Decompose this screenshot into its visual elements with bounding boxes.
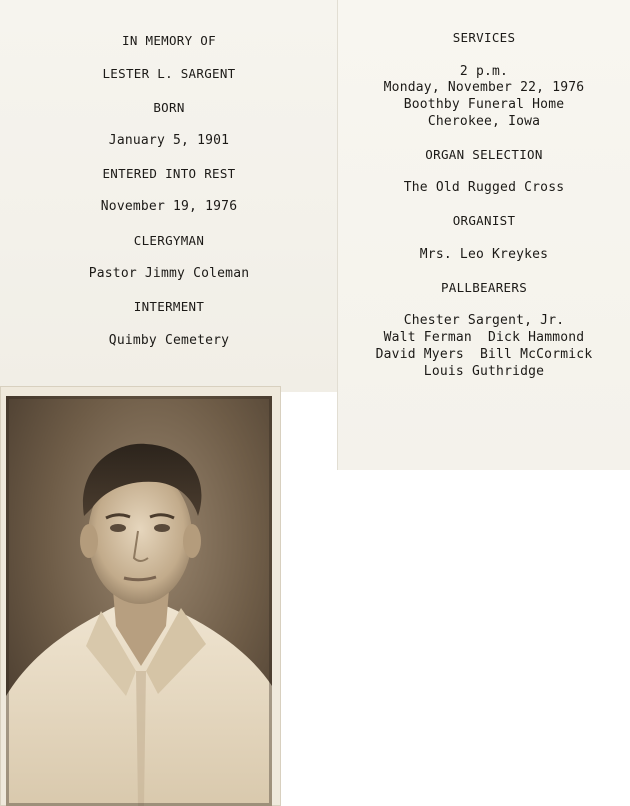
- portrait-photo: [6, 396, 272, 806]
- service-location: Cherokee, Iowa: [427, 114, 541, 129]
- pallbearer-line-4: Louis Guthridge: [423, 364, 545, 379]
- organ-selection-heading: ORGAN SELECTION: [425, 147, 543, 162]
- born-heading: BORN: [153, 100, 185, 115]
- birth-date: January 5, 1901: [108, 133, 230, 148]
- organist-heading: ORGANIST: [452, 213, 516, 228]
- memorial-card-left: [0, 0, 338, 392]
- clergyman-name: Pastor Jimmy Coleman: [88, 266, 250, 281]
- pallbearer-line-1: Chester Sargent, Jr.: [403, 313, 565, 328]
- death-date: November 19, 1976: [100, 199, 238, 214]
- portrait-photo-mount: [0, 386, 281, 806]
- cemetery-name: Quimby Cemetery: [108, 333, 230, 348]
- pallbearer-line-2: Walt Ferman Dick Hammond: [383, 330, 585, 345]
- clergyman-heading: CLERGYMAN: [133, 233, 205, 248]
- interment-heading: INTERMENT: [133, 299, 205, 314]
- in-memory-of-heading: IN MEMORY OF: [122, 33, 216, 48]
- service-date: Monday, November 22, 1976: [383, 80, 585, 95]
- pallbearer-line-3: David Myers Bill McCormick: [375, 347, 593, 362]
- deceased-name: LESTER L. SARGENT: [102, 66, 236, 81]
- entered-into-rest-heading: ENTERED INTO REST: [102, 166, 236, 181]
- service-time: 2 p.m.: [459, 64, 509, 79]
- card-fold-divider: [337, 0, 338, 470]
- pallbearers-heading: PALLBEARERS: [440, 280, 528, 295]
- services-heading: SERVICES: [452, 30, 516, 45]
- funeral-home: Boothby Funeral Home: [403, 97, 565, 112]
- portrait-illustration: [6, 396, 272, 806]
- organ-selection: The Old Rugged Cross: [403, 180, 565, 195]
- memorial-card-right: [338, 0, 630, 470]
- organist-name: Mrs. Leo Kreykes: [419, 247, 549, 262]
